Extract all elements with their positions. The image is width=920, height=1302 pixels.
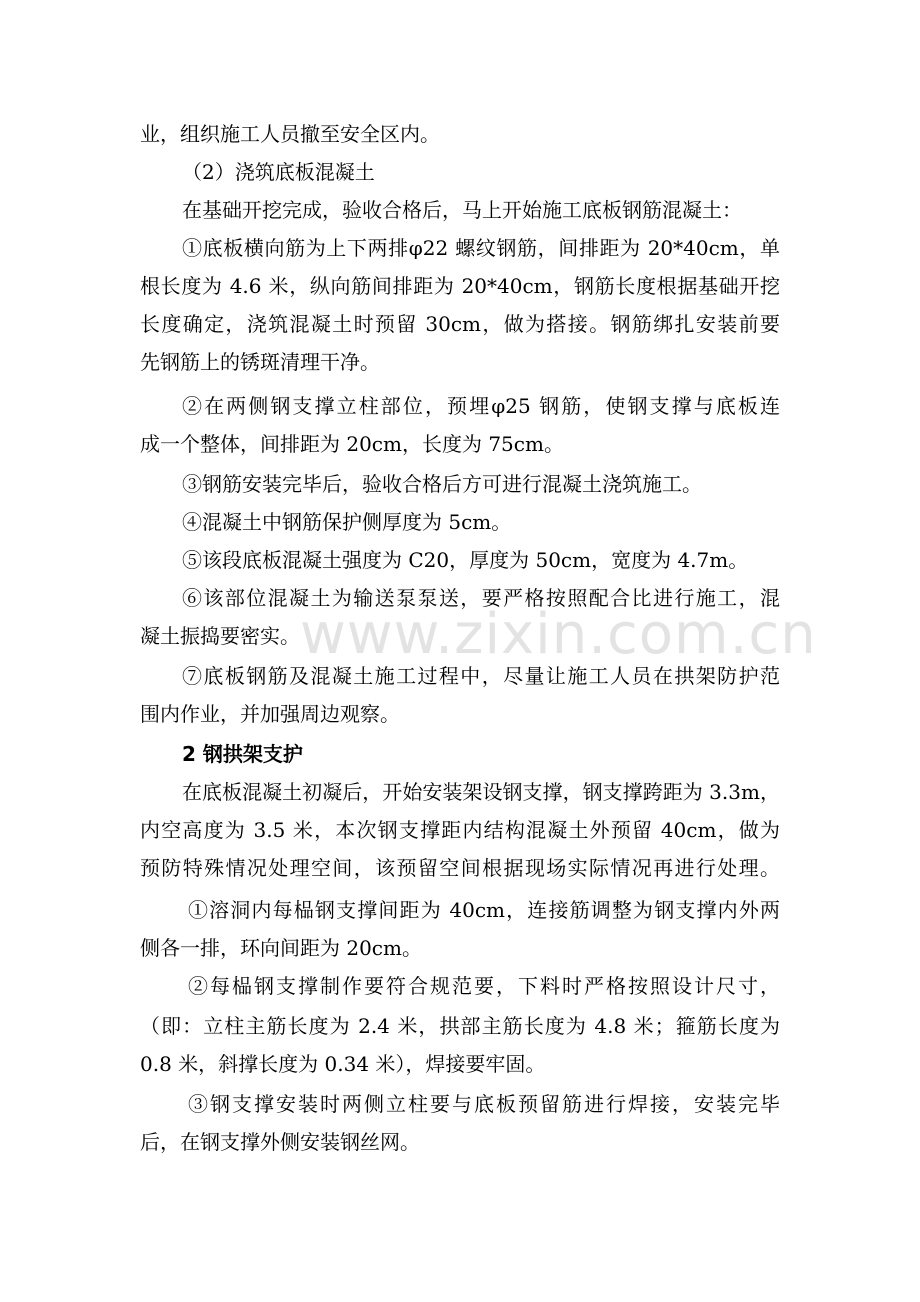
paragraph-line: ⑦底板钢筋及混凝土施工过程中，尽量让施工人员在拱架防护范 [182, 664, 780, 688]
paragraph-line: 长度确定，浇筑混凝土时预留 30cm，做为搭接。钢筋绑扎安装前要 [140, 312, 780, 336]
paragraph-line: 0.8 米，斜撑长度为 0.34 米），焊接要牢固。 [140, 1052, 546, 1076]
paragraph-line: 预防特殊情况处理空间，该预留空间根据现场实际情况再进行处理。 [140, 856, 780, 880]
paragraph-line: 侧各一排，环向间距为 20cm。 [140, 936, 422, 960]
paragraph-line: ⑥该部位混凝土为输送泵泵送，要严格按照配合比进行施工，混 [182, 586, 780, 610]
paragraph-line: ③钢筋安装完毕后，验收合格后方可进行混凝土浇筑施工。 [182, 472, 702, 496]
section-subheading: （2）浇筑底板混凝土 [182, 160, 375, 184]
section-heading: 2 钢拱架支护 [182, 742, 303, 766]
paragraph-line: 凝土振捣要密实。 [140, 624, 300, 648]
paragraph-line: 先钢筋上的锈斑清理干净。 [140, 350, 380, 374]
paragraph-line: 后，在钢支撑外侧安装钢丝网。 [140, 1130, 420, 1154]
paragraph-line: ④混凝土中钢筋保护侧厚度为 5cm。 [182, 510, 512, 534]
paragraph-line: 在基础开挖完成，验收合格后，马上开始施工底板钢筋混凝土： [182, 198, 742, 222]
paragraph-line: ⑤该段底板混凝土强度为 C20，厚度为 50cm，宽度为 4.7m。 [182, 548, 749, 572]
paragraph-line: 围内作业，并加强周边观察。 [140, 702, 400, 726]
paragraph-line: ②每榀钢支撑制作要符合规范要，下料时严格按照设计尺寸， [188, 974, 780, 998]
paragraph-line: ①溶洞内每榀钢支撑间距为 40cm，连接筋调整为钢支撑内外两 [188, 898, 780, 922]
paragraph-line: ②在两侧钢支撑立柱部位，预埋φ25 钢筋，使钢支撑与底板连 [182, 394, 780, 418]
paragraph-line: 成一个整体，间排距为 20cm，长度为 75cm。 [140, 432, 564, 456]
paragraph-line: ③钢支撑安装时两侧立柱要与底板预留筋进行焊接，安装完毕 [188, 1092, 780, 1116]
paragraph-line: 内空高度为 3.5 米，本次钢支撑距内结构混凝土外预留 40cm，做为 [140, 818, 780, 842]
watermark-text: www.zixin.com.cn [300, 602, 817, 667]
paragraph-line: 业，组织施工人员撤至安全区内。 [140, 122, 440, 146]
paragraph-line: 根长度为 4.6 米，纵向筋间排距为 20*40cm，钢筋长度根据基础开挖 [140, 274, 780, 298]
paragraph-line: 在底板混凝土初凝后，开始安装架设钢支撑，钢支撑跨距为 3.3m， [182, 780, 780, 804]
paragraph-line: ①底板横向筋为上下两排φ22 螺纹钢筋，间排距为 20*40cm，单 [182, 236, 780, 260]
paragraph-line: （即：立柱主筋长度为 2.4 米，拱部主筋长度为 4.8 米；箍筋长度为 [140, 1014, 780, 1038]
